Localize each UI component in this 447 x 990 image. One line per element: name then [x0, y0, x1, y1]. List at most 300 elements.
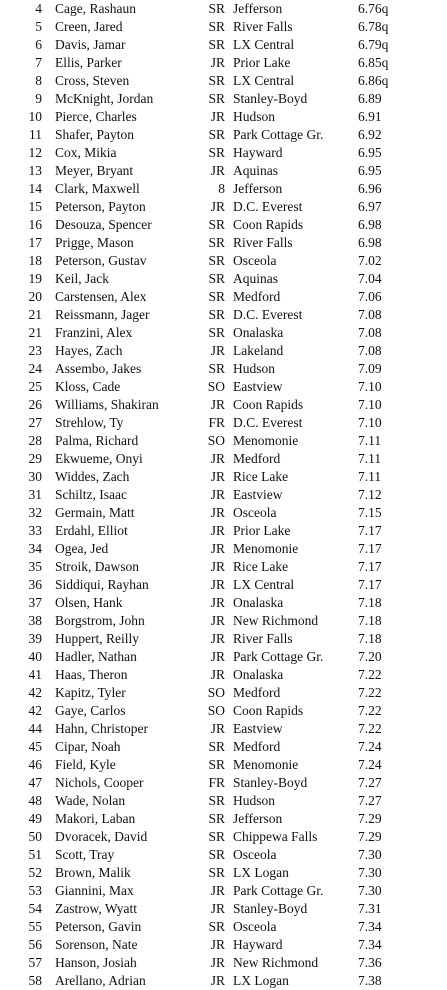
- grade-cell: JR: [210, 199, 225, 214]
- athlete-name-cell: Williams, Shakiran: [55, 397, 159, 412]
- time-cell: 7.22: [358, 721, 382, 736]
- place-cell: 49: [28, 811, 42, 826]
- result-row: [0, 882, 447, 900]
- school-cell: Hayward: [233, 145, 283, 160]
- time-cell: 7.30: [358, 847, 382, 862]
- athlete-name-cell: Schiltz, Isaac: [55, 487, 127, 502]
- athlete-name-cell: Creen, Jared: [55, 19, 123, 34]
- school-cell: River Falls: [233, 235, 293, 250]
- grade-cell: SO: [207, 703, 225, 718]
- athlete-name-cell: Dvoracek, David: [55, 829, 148, 844]
- result-row: [0, 432, 447, 450]
- time-cell: 6.85q: [358, 55, 389, 70]
- place-cell: 11: [29, 127, 42, 142]
- school-cell: New Richmond: [233, 955, 319, 970]
- result-row: [0, 972, 447, 990]
- time-cell: 7.10: [358, 379, 382, 394]
- time-cell: 7.27: [358, 793, 382, 808]
- result-row: [0, 36, 447, 54]
- grade-cell: JR: [210, 613, 225, 628]
- time-cell: 7.18: [358, 631, 382, 646]
- athlete-name-cell: Nichols, Cooper: [55, 775, 144, 790]
- grade-cell: JR: [210, 343, 225, 358]
- time-cell: 7.08: [358, 325, 382, 340]
- school-cell: Coon Rapids: [233, 217, 304, 232]
- grade-cell: JR: [210, 631, 225, 646]
- time-cell: 6.78q: [358, 19, 389, 34]
- athlete-name-cell: Erdahl, Elliot: [55, 523, 128, 538]
- time-cell: 7.31: [358, 901, 382, 916]
- place-cell: 35: [28, 559, 42, 574]
- time-cell: 7.30: [358, 865, 382, 880]
- school-cell: Osceola: [233, 253, 277, 268]
- place-cell: 7: [35, 55, 42, 70]
- result-row: [0, 756, 447, 774]
- time-cell: 7.15: [358, 505, 382, 520]
- time-cell: 7.02: [358, 253, 382, 268]
- athlete-name-cell: Huppert, Reilly: [55, 631, 139, 646]
- grade-cell: SR: [208, 847, 225, 862]
- time-cell: 7.29: [358, 829, 382, 844]
- athlete-name-cell: Germain, Matt: [55, 505, 135, 520]
- athlete-name-cell: Scott, Tray: [55, 847, 115, 862]
- athlete-name-cell: Shafer, Payton: [55, 127, 134, 142]
- athlete-name-cell: Franzini, Alex: [55, 325, 133, 340]
- place-cell: 13: [28, 163, 42, 178]
- grade-cell: JR: [210, 955, 225, 970]
- grade-cell: JR: [210, 595, 225, 610]
- time-cell: 7.18: [358, 613, 382, 628]
- place-cell: 26: [28, 397, 42, 412]
- athlete-name-cell: Keil, Jack: [55, 271, 109, 286]
- school-cell: Hudson: [233, 793, 276, 808]
- grade-cell: SR: [208, 757, 225, 772]
- grade-cell: SR: [208, 307, 225, 322]
- school-cell: D.C. Everest: [233, 307, 303, 322]
- athlete-name-cell: Hanson, Josiah: [55, 955, 137, 970]
- athlete-name-cell: Gaye, Carlos: [55, 703, 126, 718]
- time-cell: 6.96: [358, 181, 382, 196]
- result-row: [0, 486, 447, 504]
- grade-cell: SR: [208, 919, 225, 934]
- school-cell: D.C. Everest: [233, 199, 303, 214]
- school-cell: Stanley-Boyd: [233, 91, 308, 106]
- result-row: [0, 558, 447, 576]
- athlete-name-cell: Ogea, Jed: [55, 541, 109, 556]
- athlete-name-cell: Olsen, Hank: [55, 595, 123, 610]
- place-cell: 56: [28, 937, 42, 952]
- result-row: [0, 198, 447, 216]
- time-cell: 6.79q: [358, 37, 389, 52]
- school-cell: New Richmond: [233, 613, 319, 628]
- school-cell: Coon Rapids: [233, 703, 304, 718]
- result-row: [0, 144, 447, 162]
- grade-cell: JR: [210, 883, 225, 898]
- grade-cell: SO: [207, 433, 225, 448]
- grade-cell: SR: [208, 91, 225, 106]
- place-cell: 36: [28, 577, 42, 592]
- grade-cell: SR: [208, 811, 225, 826]
- athlete-name-cell: Hahn, Christoper: [55, 721, 148, 736]
- place-cell: 18: [28, 253, 42, 268]
- school-cell: LX Logan: [233, 865, 289, 880]
- result-row: [0, 108, 447, 126]
- result-row: [0, 738, 447, 756]
- place-cell: 33: [28, 523, 42, 538]
- place-cell: 48: [28, 793, 42, 808]
- school-cell: Rice Lake: [233, 469, 289, 484]
- school-cell: Jefferson: [233, 1, 283, 16]
- place-cell: 17: [28, 235, 42, 250]
- grade-cell: JR: [210, 559, 225, 574]
- grade-cell: JR: [210, 667, 225, 682]
- athlete-name-cell: Peterson, Gavin: [55, 919, 142, 934]
- place-cell: 24: [28, 361, 42, 376]
- athlete-name-cell: Peterson, Payton: [55, 199, 146, 214]
- place-cell: 53: [28, 883, 42, 898]
- time-cell: 6.92: [358, 127, 382, 142]
- result-row: [0, 360, 447, 378]
- athlete-name-cell: Reissmann, Jager: [55, 307, 150, 322]
- grade-cell: SR: [208, 19, 225, 34]
- school-cell: Prior Lake: [233, 523, 291, 538]
- place-cell: 21: [28, 307, 42, 322]
- time-cell: 7.08: [358, 307, 382, 322]
- result-row: [0, 216, 447, 234]
- result-row: [0, 936, 447, 954]
- school-cell: LX Central: [233, 37, 295, 52]
- athlete-name-cell: Cross, Steven: [55, 73, 130, 88]
- place-cell: 41: [28, 667, 42, 682]
- result-row: [0, 54, 447, 72]
- result-row: [0, 846, 447, 864]
- school-cell: Park Cottage Gr.: [233, 127, 324, 142]
- grade-cell: 8: [218, 181, 225, 196]
- time-cell: 7.11: [358, 433, 382, 448]
- result-row: [0, 828, 447, 846]
- time-cell: 6.97: [358, 199, 382, 214]
- result-row: [0, 468, 447, 486]
- place-cell: 14: [28, 181, 42, 196]
- result-row: [0, 792, 447, 810]
- grade-cell: SR: [208, 793, 225, 808]
- time-cell: 7.22: [358, 667, 382, 682]
- school-cell: LX Logan: [233, 973, 289, 988]
- place-cell: 23: [28, 343, 42, 358]
- result-row: [0, 594, 447, 612]
- athlete-name-cell: Assembo, Jakes: [55, 361, 142, 376]
- place-cell: 57: [28, 955, 42, 970]
- place-cell: 58: [28, 973, 42, 988]
- place-cell: 39: [28, 631, 42, 646]
- time-cell: 7.12: [358, 487, 382, 502]
- time-cell: 6.95: [358, 145, 382, 160]
- school-cell: Hudson: [233, 361, 276, 376]
- athlete-name-cell: Borgstrom, John: [55, 613, 145, 628]
- place-cell: 42: [28, 685, 42, 700]
- time-cell: 7.24: [358, 757, 382, 772]
- place-cell: 28: [28, 433, 42, 448]
- time-cell: 7.08: [358, 343, 382, 358]
- time-cell: 6.98: [358, 235, 382, 250]
- place-cell: 37: [28, 595, 42, 610]
- grade-cell: JR: [210, 523, 225, 538]
- school-cell: River Falls: [233, 631, 293, 646]
- school-cell: Lakeland: [233, 343, 284, 358]
- place-cell: 12: [28, 145, 42, 160]
- place-cell: 40: [28, 649, 42, 664]
- result-row: [0, 648, 447, 666]
- school-cell: Medford: [233, 739, 281, 754]
- time-cell: 7.10: [358, 415, 382, 430]
- time-cell: 7.20: [358, 649, 382, 664]
- school-cell: Hudson: [233, 109, 276, 124]
- result-row: [0, 954, 447, 972]
- time-cell: 7.17: [358, 523, 382, 538]
- time-cell: 7.22: [358, 685, 382, 700]
- place-cell: 8: [35, 73, 42, 88]
- result-row: [0, 90, 447, 108]
- place-cell: 31: [28, 487, 42, 502]
- time-cell: 6.95: [358, 163, 382, 178]
- athlete-name-cell: Clark, Maxwell: [55, 181, 140, 196]
- athlete-name-cell: Haas, Theron: [55, 667, 128, 682]
- grade-cell: SR: [208, 739, 225, 754]
- place-cell: 46: [28, 757, 42, 772]
- time-cell: 7.34: [358, 937, 382, 952]
- grade-cell: SR: [208, 361, 225, 376]
- place-cell: 54: [28, 901, 42, 916]
- grade-cell: JR: [210, 451, 225, 466]
- grade-cell: JR: [210, 721, 225, 736]
- result-row: [0, 324, 447, 342]
- place-cell: 21: [28, 325, 42, 340]
- school-cell: LX Central: [233, 577, 295, 592]
- place-cell: 55: [28, 919, 42, 934]
- place-cell: 9: [35, 91, 42, 106]
- athlete-name-cell: Widdes, Zach: [55, 469, 130, 484]
- athlete-name-cell: Field, Kyle: [55, 757, 116, 772]
- grade-cell: SR: [208, 271, 225, 286]
- result-row: [0, 342, 447, 360]
- school-cell: Prior Lake: [233, 55, 291, 70]
- school-cell: Eastview: [233, 379, 283, 394]
- school-cell: Medford: [233, 451, 281, 466]
- grade-cell: JR: [210, 397, 225, 412]
- school-cell: River Falls: [233, 19, 293, 34]
- place-cell: 29: [28, 451, 42, 466]
- place-cell: 38: [28, 613, 42, 628]
- result-row: [0, 288, 447, 306]
- time-cell: 6.76q: [358, 1, 389, 16]
- result-row: [0, 666, 447, 684]
- grade-cell: JR: [210, 55, 225, 70]
- athlete-name-cell: McKnight, Jordan: [55, 91, 154, 106]
- place-cell: 30: [28, 469, 42, 484]
- grade-cell: JR: [210, 109, 225, 124]
- athlete-name-cell: Kloss, Cade: [55, 379, 121, 394]
- place-cell: 16: [28, 217, 42, 232]
- school-cell: Eastview: [233, 721, 283, 736]
- result-row: [0, 180, 447, 198]
- time-cell: 6.91: [358, 109, 382, 124]
- school-cell: Onalaska: [233, 667, 284, 682]
- time-cell: 7.17: [358, 577, 382, 592]
- result-row: [0, 234, 447, 252]
- grade-cell: SR: [208, 829, 225, 844]
- school-cell: Menomonie: [233, 757, 299, 772]
- school-cell: Osceola: [233, 505, 277, 520]
- result-row: [0, 18, 447, 36]
- place-cell: 19: [28, 271, 42, 286]
- school-cell: Park Cottage Gr.: [233, 649, 324, 664]
- school-cell: Park Cottage Gr.: [233, 883, 324, 898]
- time-cell: 7.27: [358, 775, 382, 790]
- athlete-name-cell: Carstensen, Alex: [55, 289, 147, 304]
- result-row: [0, 0, 447, 18]
- athlete-name-cell: Davis, Jamar: [55, 37, 126, 52]
- grade-cell: JR: [210, 937, 225, 952]
- time-cell: 7.22: [358, 703, 382, 718]
- school-cell: Osceola: [233, 919, 277, 934]
- grade-cell: FR: [208, 775, 225, 790]
- grade-cell: JR: [210, 973, 225, 988]
- school-cell: Onalaska: [233, 325, 284, 340]
- place-cell: 50: [28, 829, 42, 844]
- result-row: [0, 630, 447, 648]
- result-row: [0, 900, 447, 918]
- result-row: [0, 450, 447, 468]
- athlete-name-cell: Prigge, Mason: [55, 235, 134, 250]
- time-cell: 7.30: [358, 883, 382, 898]
- time-cell: 7.18: [358, 595, 382, 610]
- result-row: [0, 918, 447, 936]
- result-row: [0, 396, 447, 414]
- athlete-name-cell: Stroik, Dawson: [55, 559, 139, 574]
- time-cell: 6.98: [358, 217, 382, 232]
- grade-cell: SR: [208, 127, 225, 142]
- place-cell: 4: [35, 1, 42, 16]
- athlete-name-cell: Arellano, Adrian: [55, 973, 146, 988]
- school-cell: Menomonie: [233, 433, 299, 448]
- athlete-name-cell: Brown, Malik: [55, 865, 131, 880]
- grade-cell: SR: [208, 235, 225, 250]
- athlete-name-cell: Giannini, Max: [55, 883, 134, 898]
- athlete-name-cell: Ellis, Parker: [55, 55, 122, 70]
- place-cell: 15: [28, 199, 42, 214]
- time-cell: 7.29: [358, 811, 382, 826]
- time-cell: 7.17: [358, 541, 382, 556]
- place-cell: 27: [28, 415, 42, 430]
- place-cell: 5: [35, 19, 42, 34]
- time-cell: 7.10: [358, 397, 382, 412]
- school-cell: Stanley-Boyd: [233, 775, 308, 790]
- result-row: [0, 810, 447, 828]
- time-cell: 7.36: [358, 955, 382, 970]
- athlete-name-cell: Cipar, Noah: [55, 739, 121, 754]
- result-row: [0, 576, 447, 594]
- school-cell: Chippewa Falls: [233, 829, 318, 844]
- school-cell: Coon Rapids: [233, 397, 304, 412]
- result-row: [0, 270, 447, 288]
- athlete-name-cell: Hadler, Nathan: [55, 649, 137, 664]
- grade-cell: JR: [210, 505, 225, 520]
- time-cell: 6.86q: [358, 73, 389, 88]
- place-cell: 34: [28, 541, 42, 556]
- place-cell: 32: [28, 505, 42, 520]
- time-cell: 7.11: [358, 451, 382, 466]
- grade-cell: SO: [207, 685, 225, 700]
- grade-cell: JR: [210, 163, 225, 178]
- result-row: [0, 612, 447, 630]
- grade-cell: SR: [208, 325, 225, 340]
- athlete-name-cell: Zastrow, Wyatt: [55, 901, 138, 916]
- school-cell: Onalaska: [233, 595, 284, 610]
- time-cell: 7.38: [358, 973, 382, 988]
- place-cell: 10: [28, 109, 42, 124]
- result-row: [0, 540, 447, 558]
- grade-cell: SR: [208, 865, 225, 880]
- grade-cell: SR: [208, 73, 225, 88]
- grade-cell: JR: [210, 469, 225, 484]
- athlete-name-cell: Ekwueme, Onyi: [55, 451, 143, 466]
- time-cell: 7.04: [358, 271, 382, 286]
- place-cell: 51: [28, 847, 42, 862]
- school-cell: Rice Lake: [233, 559, 289, 574]
- athlete-name-cell: Peterson, Gustav: [55, 253, 147, 268]
- result-row: [0, 522, 447, 540]
- place-cell: 20: [28, 289, 42, 304]
- school-cell: Jefferson: [233, 181, 283, 196]
- place-cell: 44: [28, 721, 42, 736]
- place-cell: 52: [28, 865, 42, 880]
- school-cell: Hayward: [233, 937, 283, 952]
- school-cell: Stanley-Boyd: [233, 901, 308, 916]
- athlete-name-cell: Sorenson, Nate: [55, 937, 138, 952]
- result-row: [0, 864, 447, 882]
- time-cell: 7.09: [358, 361, 382, 376]
- grade-cell: FR: [208, 415, 225, 430]
- result-row: [0, 414, 447, 432]
- school-cell: Aquinas: [233, 163, 278, 178]
- school-cell: Menomonie: [233, 541, 299, 556]
- school-cell: Jefferson: [233, 811, 283, 826]
- grade-cell: SR: [208, 1, 225, 16]
- school-cell: Osceola: [233, 847, 277, 862]
- athlete-name-cell: Wade, Nolan: [55, 793, 126, 808]
- grade-cell: JR: [210, 541, 225, 556]
- grade-cell: SR: [208, 145, 225, 160]
- athlete-name-cell: Pierce, Charles: [55, 109, 137, 124]
- result-row: [0, 252, 447, 270]
- school-cell: Eastview: [233, 487, 283, 502]
- athlete-name-cell: Cox, Mikia: [55, 145, 117, 160]
- result-row: [0, 702, 447, 720]
- place-cell: 6: [35, 37, 42, 52]
- time-cell: 7.24: [358, 739, 382, 754]
- result-row: [0, 126, 447, 144]
- grade-cell: JR: [210, 901, 225, 916]
- grade-cell: SO: [207, 379, 225, 394]
- school-cell: Medford: [233, 289, 281, 304]
- athlete-name-cell: Siddiqui, Rayhan: [55, 577, 149, 592]
- school-cell: D.C. Everest: [233, 415, 303, 430]
- school-cell: LX Central: [233, 73, 295, 88]
- result-row: [0, 378, 447, 396]
- grade-cell: SR: [208, 217, 225, 232]
- grade-cell: JR: [210, 487, 225, 502]
- time-cell: 7.34: [358, 919, 382, 934]
